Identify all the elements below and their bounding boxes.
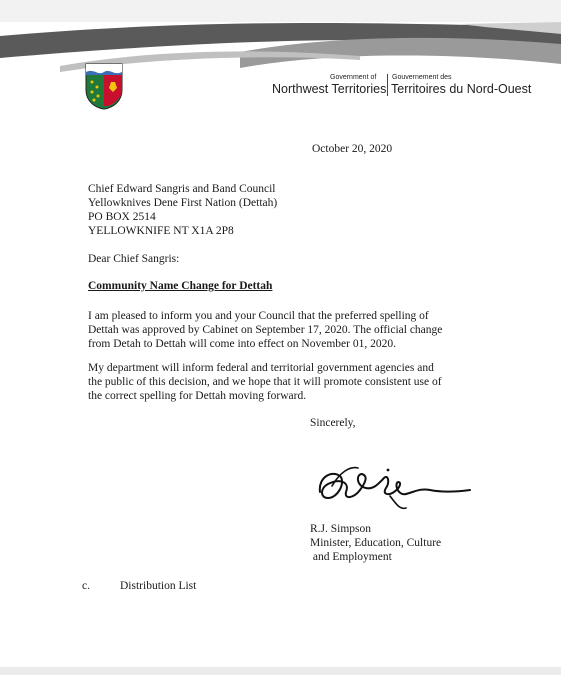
body-line: from Detah to Dettah will come into effect on November 01, 2020.	[88, 338, 396, 350]
body-line: I am pleased to inform you and your Council that the preferred spelling of	[88, 310, 429, 322]
address-line: PO BOX 2514	[88, 211, 156, 223]
gov-en-name: Northwest Territories	[272, 82, 387, 96]
address-line: YELLOWKNIFE NT X1A 2P8	[88, 225, 234, 237]
subject-line: Community Name Change for Dettah	[88, 280, 273, 292]
cc-label: c.	[82, 580, 90, 592]
signer-block	[310, 522, 441, 564]
signature-icon	[310, 452, 480, 522]
body-line: the public of this decision, and we hope that it will promote consistent use of	[88, 376, 442, 388]
top-margin	[0, 0, 561, 22]
address-line: Chief Edward Sangris and Band Council	[88, 183, 276, 195]
letter-date: October 20, 2020	[312, 143, 393, 155]
body-line: Dettah was approved by Cabinet on September 17, 2020. The official change	[88, 324, 443, 336]
body-line: the correct spelling for Dettah moving forward.	[88, 390, 307, 402]
gov-fr-name: Territoires du Nord-Ouest	[391, 82, 532, 96]
recipient-address	[88, 182, 277, 238]
closing: Sincerely,	[310, 417, 356, 429]
nwt-coat-of-arms-icon	[84, 62, 124, 110]
salutation: Dear Chief Sangris:	[88, 253, 180, 265]
letterhead-divider	[387, 74, 388, 96]
body-paragraph-1	[88, 309, 442, 351]
gov-en-small: Government of	[330, 74, 377, 81]
signer-title: Minister, Education, Culture	[310, 537, 442, 549]
body-paragraph-2	[88, 361, 442, 403]
cc-distribution: Distribution List	[120, 580, 197, 592]
address-line: Yellowknives Dene First Nation (Dettah)	[88, 197, 278, 209]
body-line: My department will inform federal and territorial government agencies and	[88, 362, 434, 374]
gov-fr-small: Gouvernement des	[392, 74, 452, 81]
signer-name: R.J. Simpson	[310, 523, 372, 535]
letter-page	[0, 22, 561, 667]
signer-title: and Employment	[310, 551, 392, 563]
